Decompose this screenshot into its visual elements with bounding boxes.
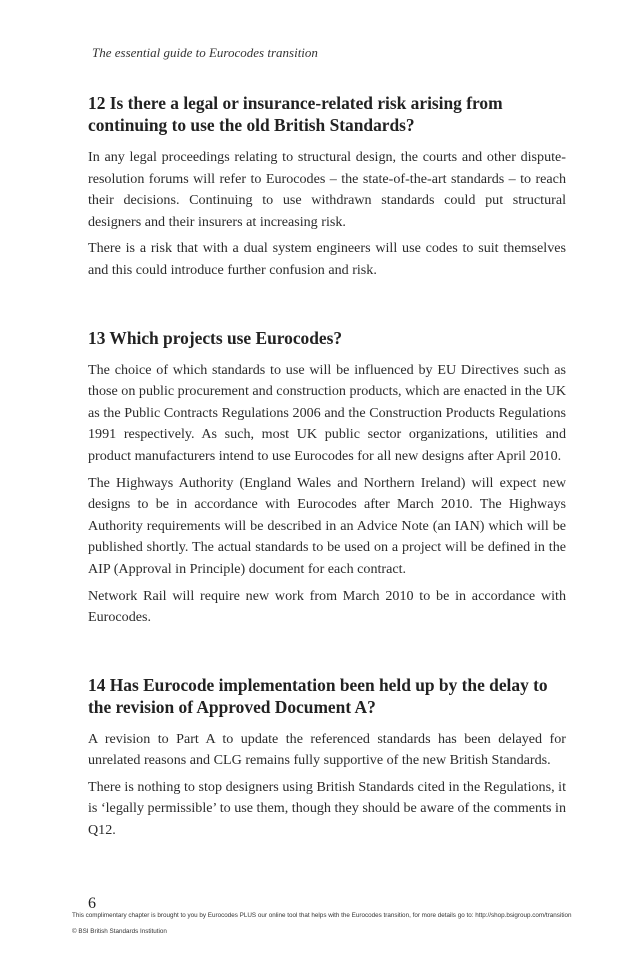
section-heading: 14 Has Eurocode implementation been held up by the delay to the revision of Approved Document A? [88,674,548,717]
paragraph: The Highways Authority (England Wales and Northern Ireland) will expect new designs to be in accordance with Eurocodes after March 2010. The Highways Authority requirements will be described in an Advice Note (an IAN) which will be published shortly. The actual standards to be used on a project will be defined in the AIP (Approval in Principle) document for each contract. [88,474,566,577]
running-head: The essential guide to Eurocodes transition [92,45,318,60]
section-q12 [88,92,566,282]
paragraph: Network Rail will require new work from March 2010 to be in accordance with Eurocodes. [88,587,566,626]
section-q13 [88,327,566,629]
paragraph: In any legal proceedings relating to structural design, the courts and other dispute-resolution forums will refer to Eurocodes – the state-of-the-art standards – to reach their decisions. Continuing to use withdrawn standards could put structural designers and their insurers at increasing risk. [88,149,566,230]
footer-copyright: © BSI British Standards Institution [72,928,167,935]
section-heading: 13 Which projects use Eurocodes? [88,327,343,348]
section-heading: 12 Is there a legal or insurance-related risk arising from continuing to use the old British Standards? [88,93,503,135]
footer-promo-text: This complimentary chapter is brought to you by Eurocodes PLUS our online tool that helps with the Eurocodes transition, for more details go to: http://shop.bsigroup.com/transition [72,912,572,919]
section-spacer [88,287,566,327]
paragraph: A revision to Part A to update the referenced standards has been delayed for unrelated reasons and CLG remains fully supportive of the new British Standards. [88,730,566,769]
page-body [88,92,566,847]
section-spacer [88,634,566,674]
page-number: 6 [88,895,96,912]
paragraph: The choice of which standards to use will be influenced by EU Directives such as those on public procurement and construction products, which are enacted in the UK as the Public Contracts Regulations 2006 and the Construction Products Regulations 1991 respectively. As such, most UK public sector organizations, utilities and product manufacturers intend to use Eurocodes for all new designs after April 2010. [88,361,566,464]
section-q14 [88,674,566,842]
paragraph: There is nothing to stop designers using British Standards cited in the Regulations, it is ‘legally permissible’ to use them, though they should be aware of the comments in Q12. [88,778,566,839]
paragraph: There is a risk that with a dual system engineers will use codes to suit themselves and this could introduce further confusion and risk. [88,240,566,278]
